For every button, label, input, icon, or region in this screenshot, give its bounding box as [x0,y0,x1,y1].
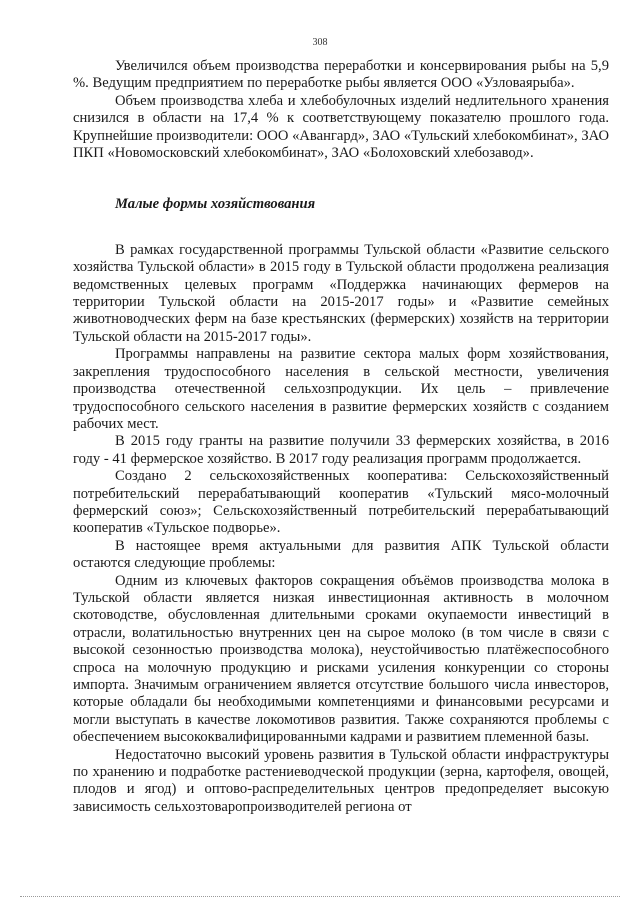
paragraph: Увеличился объем производства переработки и консервирования рыбы на 5,9 %. Ведущим предприятием по переработке рыбы является ООО «Узловаярыба». [73,58,609,92]
paragraph: Программы направлены на развитие сектора малых форм хозяйствования, закрепления трудоспособного населения в сельской местности, увеличения производства отечественной сельхозпродукции. Их цель – привлечение трудоспособного сельского населения в развитие фермерских хозяйств с созданием рабочих мест. [73,346,609,432]
paragraph: В настоящее время актуальными для развития АПК Тульской области остаются следующие проблемы: [73,537,609,572]
paragraph: Создано 2 сельскохозяйственных кооператива: Сельскохозяйственный потребительский перерабатывающий кооператив «Тульский мясо-молочный фермерский союз»; Сельскохозяйственный потребительский перерабатывающий кооператив «Тульское подворье». [73,468,609,537]
paragraph: Объем производства хлеба и хлебобулочных изделий недлительного хранения снизился в области на 17,4 % к соответствующему показателю прошлого года. Крупнейшие производители: ООО «Авангард», ЗАО «Тульский хлебокомбинат», ЗАО ПКП «Новомосковский хлебокомбинат», ЗАО «Болоховский хлебозавод». [73,92,609,162]
paragraph: В рамках государственной программы Тульской области «Развитие сельского хозяйства Тульской области» в 2015 году в Тульской области продолжена реализация ведомственных целевых программ «Поддержка начинающих фермеров на территории Тульской области на 2015-2017 годы» и «Развитие семейных животноводческих ферм на базе крестьянских (фермерских) хозяйств на территории Тульской области на 2015-2017 годы». [73,241,609,345]
paragraph: Недостаточно высокий уровень развития в Тульской области инфраструктуры по хранению и подработке растениеводческой продукции (зерна, картофеля, овощей, плодов и ягод) и оптово-распределительных центров предопределяет высокую зависимость сельхозтоваропроизводителей региона от [73,746,609,815]
scan-artifact-line [20,894,620,897]
paragraph: Одним из ключевых факторов сокращения объёмов производства молока в Тульской области является низкая инвестиционная активность в молочном скотоводстве, обусловленная длительными сроками окупаемости инвестиций в отрасли, волатильностью внутренних цен на сырое молоко (в том числе в связи с высокой сезонностью производства молока), неустойчивостью платёжеспособного спроса на молочную продукцию и рисками усиления конкуренции со стороны импорта. Значимым ограничением является отсутствие большого числа инвесторов, которые обладали бы необходимыми компетенциями и финансовыми ресурсами и могли выступать в качестве локомотивов развития. Также сохраняются проблемы с обеспечением высококвалифицированными кадрами и развитием племенной базы. [73,572,609,746]
page-number: 308 [312,37,328,48]
body-text [73,58,609,816]
section-heading: Малые формы хозяйствования [115,196,316,213]
paragraph: В 2015 году гранты на развитие получили 33 фермерских хозяйства, в 2016 году - 41 фермерское хозяйство. В 2017 году реализация программ продолжается. [73,433,609,467]
